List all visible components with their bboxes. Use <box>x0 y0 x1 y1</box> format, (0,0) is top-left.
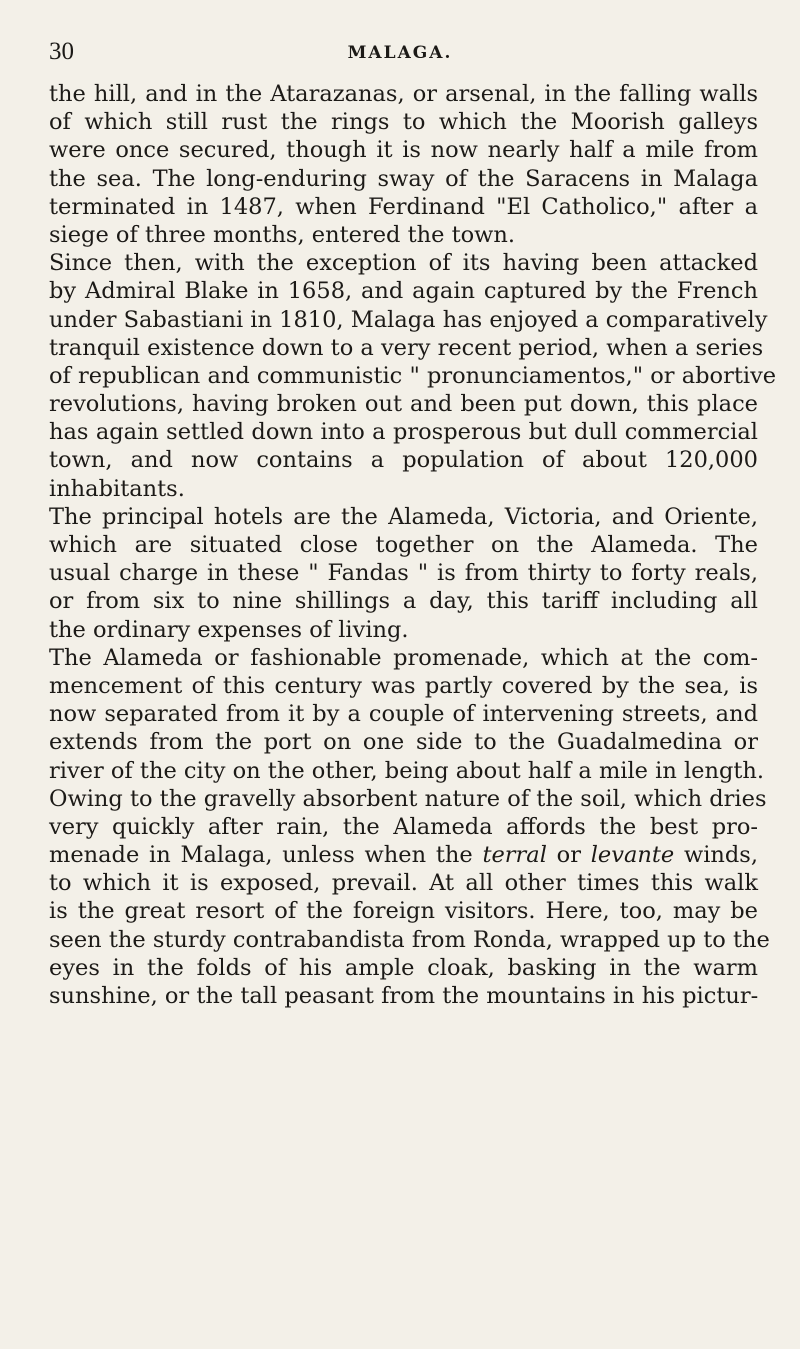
text-line: terminated in 1487, when Ferdinand "El Catholico," after a <box>49 193 758 220</box>
text-line: has again settled down into a prosperous but dull commercial <box>49 419 758 446</box>
text-line: of which still rust the rings to which the Moorish galleys <box>49 109 758 136</box>
text-line: siege of three months, entered the town. <box>49 221 516 248</box>
text-line: by Admiral Blake in 1658, and again captured by the French <box>49 278 758 305</box>
text-line: river of the city on the other, being about half a mile in length. <box>49 757 765 784</box>
text-line: revolutions, having broken out and been put down, this place <box>49 391 758 418</box>
text-line: inhabitants. <box>49 475 185 502</box>
italic-term-terral: terral <box>482 842 547 869</box>
text-line: extends from the port on one side to the Guadalmedina or <box>49 729 758 756</box>
text-line: the hill, and in the Atarazanas, or arsenal, in the falling walls <box>49 81 758 107</box>
text-line: The principal hotels are the Alameda, Victoria, and Oriente, <box>49 503 758 530</box>
text-line: to which it is exposed, prevail. At all other times this walk <box>49 870 758 897</box>
running-title: MALAGA. <box>347 43 453 63</box>
text-segment: or <box>546 842 591 869</box>
text-line: which are situated close together on the Alameda. The <box>49 532 758 558</box>
text-line: now separated from it by a couple of intervening streets, and <box>49 701 758 728</box>
text-line: sunshine, or the tall peasant from the mountains in his pictur- <box>49 983 759 1009</box>
text-line: Since then, with the exception of its having been attacked <box>49 250 758 277</box>
text-segment: menade in Malaga, unless when the <box>49 842 483 869</box>
text-line: Owing to the gravelly absorbent nature of the soil, which dries <box>49 785 767 812</box>
text-line: under Sabastiani in 1810, Malaga has enjoyed a comparatively <box>49 306 768 333</box>
text-line: eyes in the folds of his ample cloak, basking in the warm <box>49 954 758 981</box>
text-line: tranquil existence down to a very recent period, when a series <box>49 334 764 361</box>
page-header <box>49 28 751 68</box>
text-line-with-italics <box>49 841 758 869</box>
italic-term-levante: levante <box>590 842 675 869</box>
text-line: is the great resort of the foreign visitors. Here, too, may be <box>49 898 758 925</box>
text-line: town, and now contains a population of about 120,000 <box>49 447 758 474</box>
page-number: 30 <box>49 38 74 65</box>
text-segment: winds, <box>674 842 759 869</box>
text-line: mencement of this century was partly covered by the sea, is <box>49 672 758 699</box>
text-line: the ordinary expenses of living. <box>49 616 409 643</box>
text-line: very quickly after rain, the Alameda affords the best pro- <box>49 813 758 840</box>
body-text <box>49 80 777 1010</box>
text-line: seen the sturdy contrabandista from Ronda, wrapped up to the <box>49 926 770 953</box>
text-line: the sea. The long-enduring sway of the Saracens in Malaga <box>49 165 758 192</box>
text-line: of republican and communistic " pronunciamentos," or abortive <box>49 362 777 389</box>
text-line: or from six to nine shillings a day, this tariff including all <box>49 588 758 615</box>
text-line: The Alameda or fashionable promenade, which at the com- <box>49 644 758 671</box>
text-line: usual charge in these " Fandas " is from thirty to forty reals, <box>49 560 758 587</box>
text-line: were once secured, though it is now nearly half a mile from <box>49 137 758 164</box>
